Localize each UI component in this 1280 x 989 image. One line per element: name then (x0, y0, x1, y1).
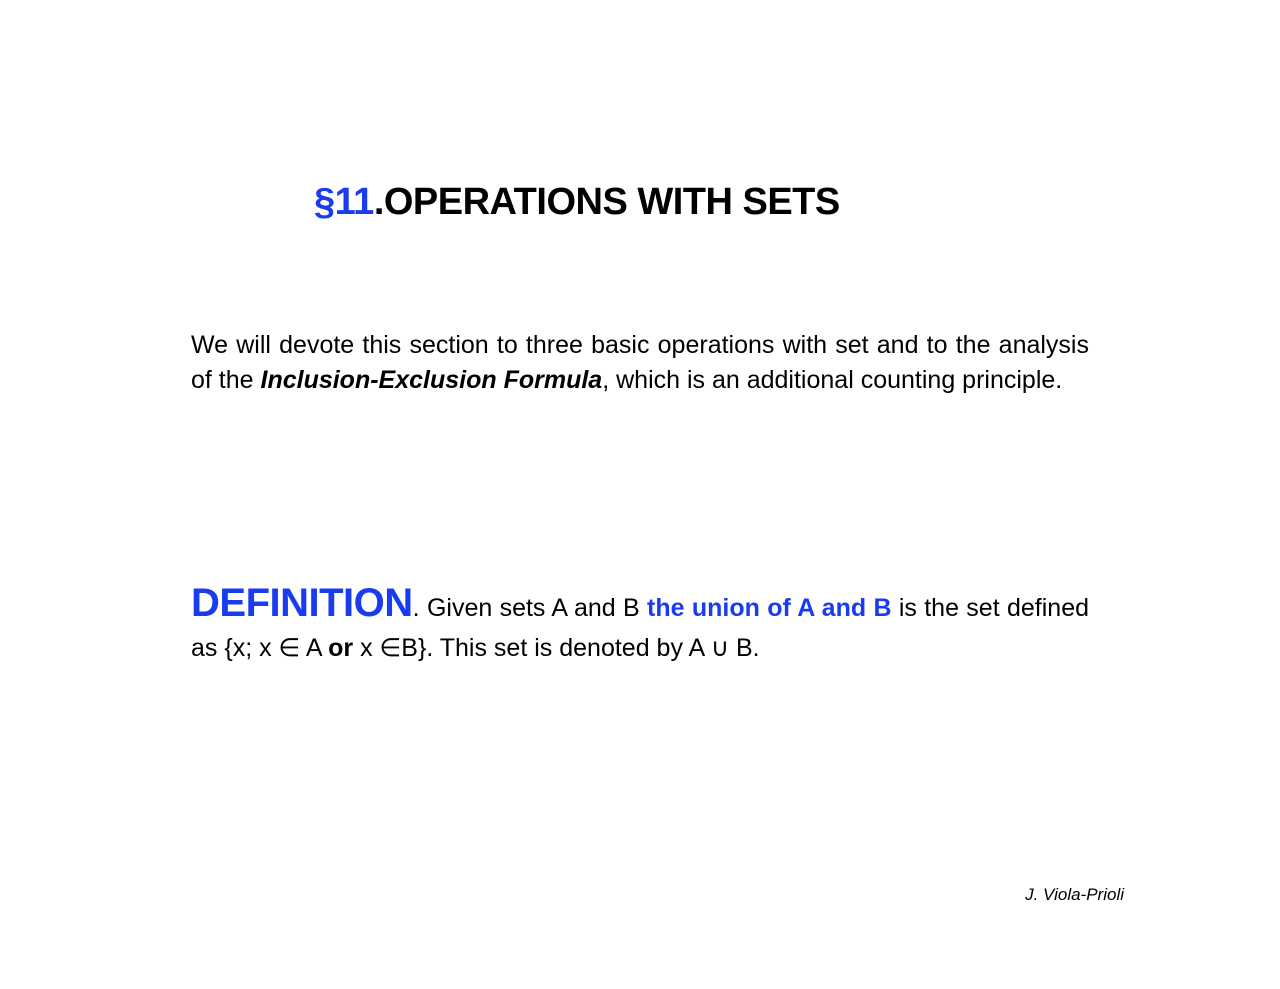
union-term: the union of A and B (647, 594, 892, 622)
intro-text-after: , which is an additional counting principle. (602, 366, 1063, 394)
intro-text-before: We will devote this section to three basic operations with set and to the analysis of the (191, 331, 1089, 394)
definition-text-1: . Given sets A and B (412, 594, 648, 622)
section-number: §11 (314, 181, 374, 223)
or-word: or (328, 634, 354, 662)
slide-title (314, 181, 840, 224)
definition-text-2: is the set defined as {x; x ∈ A (191, 594, 1089, 662)
title-text: .OPERATIONS WITH SETS (373, 181, 840, 223)
intro-paragraph (191, 328, 1089, 398)
definition-label: DEFINITION (191, 581, 413, 625)
intro-emphasis: Inclusion-Exclusion Formula (260, 366, 603, 394)
definition-paragraph (191, 583, 1089, 668)
definition-text-3: x ∈B}. This set is denoted by A ∪ B. (353, 634, 760, 662)
author-credit: J. Viola-Prioli (1025, 885, 1124, 904)
